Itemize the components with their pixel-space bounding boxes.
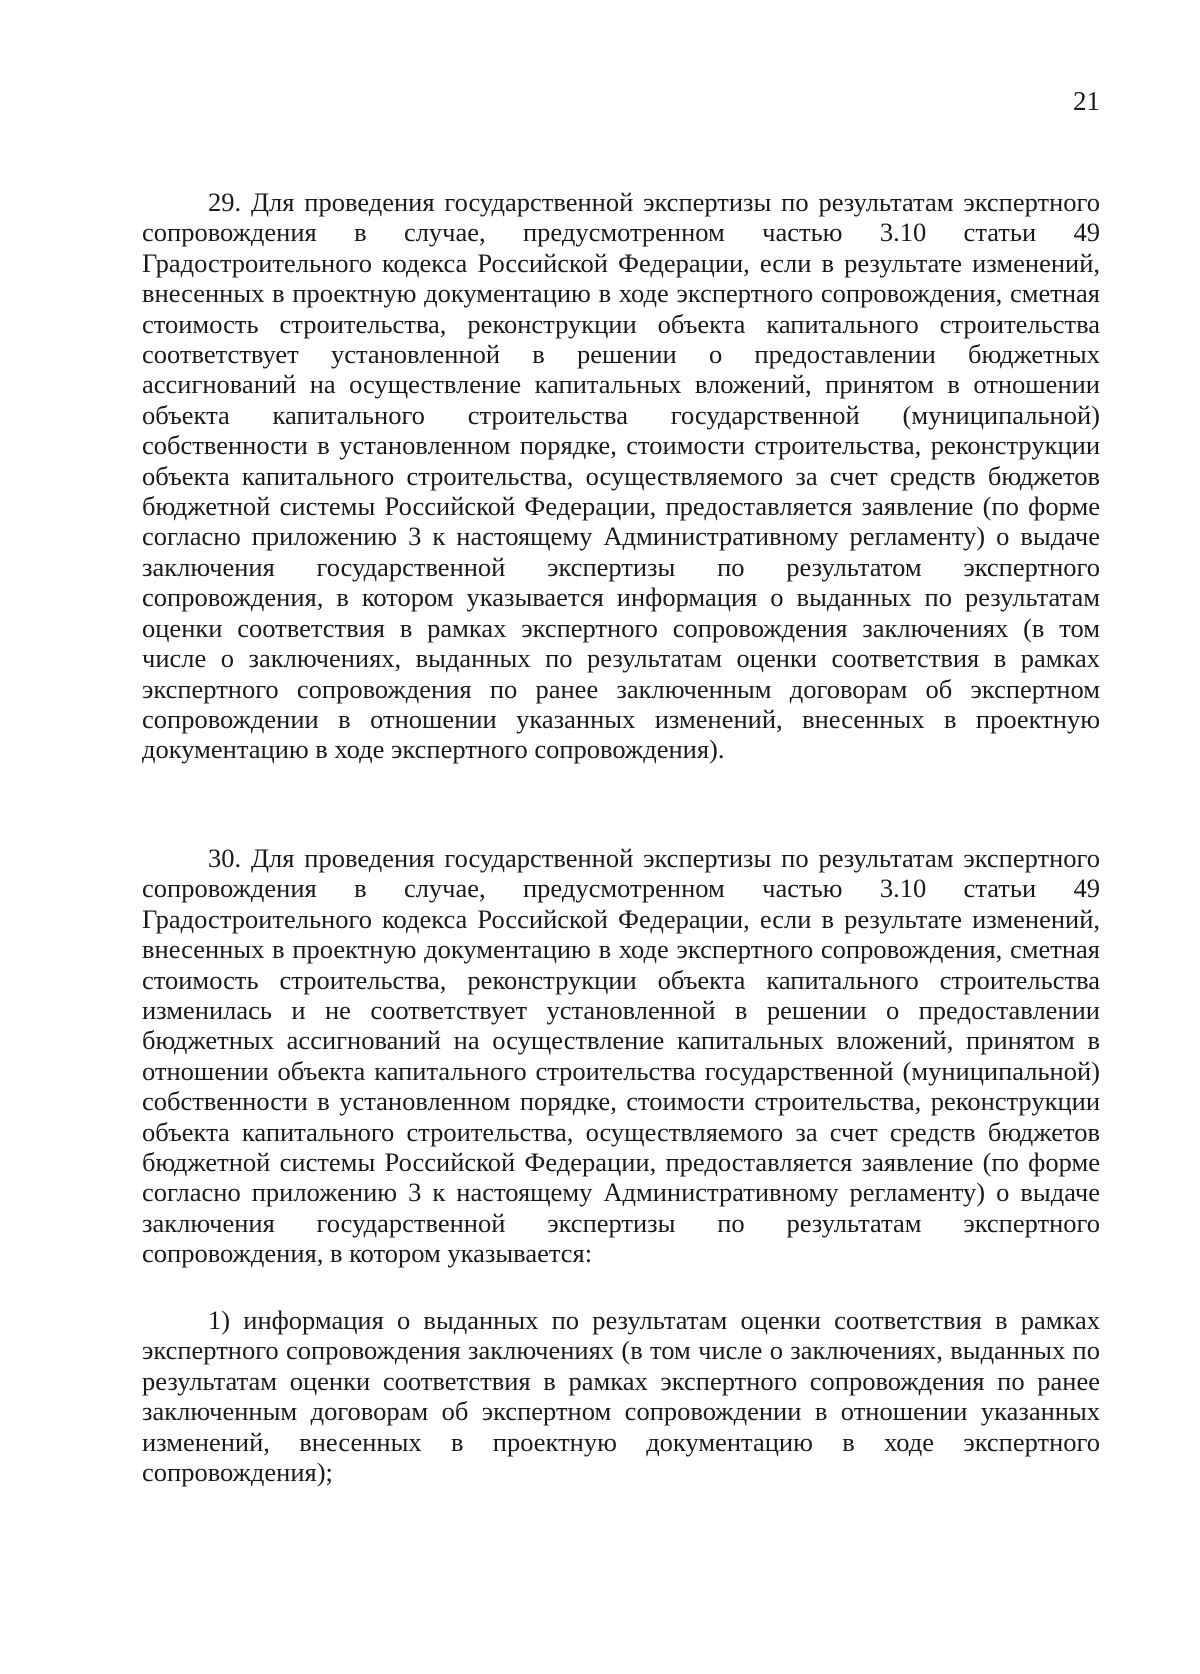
paragraph-30-item-1: 1) информация о выданных по результатам оценки соответствия в рамках экспертного сопровождения заключениях (в том числе о заключениях, выданных по результатам оценки соответствия в рамках экспертного сопровождения по ранее заключенным договорам об экспертном сопровождении в отношении указанных изменений, внесенных в проектную документацию в ходе экспертного сопровождения);	[142, 1305, 1100, 1488]
paragraph-29: 29. Для проведения государственной экспертизы по результатам экспертного сопровождения в случае, предусмотренном частью 3.10 статьи 49 Градостроительного кодекса Российской Федерации, если в результате изменений, внесенных в проектную документацию в ходе экспертного сопровождения, сметная стоимость строительства, реконструкции объекта капитального строительства соответствует установленной в решении о предоставлении бюджетных ассигнований на осуществление капитальных вложений, принятом в отношении объекта капитального строительства государственной (муниципальной) собственности в установленном порядке, стоимости строительства, реконструкции объекта капитального строительства, осуществляемого за счет средств бюджетов бюджетной системы Российской Федерации, предоставляется заявление (по форме согласно приложению 3 к настоящему Административному регламенту) о выдаче заключения государственной экспертизы по результатом экспертного сопровождения, в котором указывается информация о выданных по результатам оценки соответствия в рамках экспертного сопровождения заключениях (в том числе о заключениях, выданных по результатам оценки соответствия в рамках экспертного сопровождения по ранее заключенным договорам об экспертном сопровождении в отношении указанных изменений, внесенных в проектную документацию в ходе экспертного сопровождения).	[142, 187, 1100, 765]
paragraph-30: 30. Для проведения государственной экспертизы по результатам экспертного сопровождения в случае, предусмотренном частью 3.10 статьи 49 Градостроительного кодекса Российской Федерации, если в результате изменений, внесенных в проектную документацию в ходе экспертного сопровождения, сметная стоимость строительства, реконструкции объекта капитального строительства изменилась и не соответствует установленной в решении о предоставлении бюджетных ассигнований на осуществление капитальных вложений, принятом в отношении объекта капитального строительства государственной (муниципальной) собственности в установленном порядке, стоимости строительства, реконструкции объекта капитального строительства, осуществляемого за счет средств бюджетов бюджетной системы Российской Федерации, предоставляется заявление (по форме согласно приложению 3 к настоящему Административному регламенту) о выдаче заключения государственной экспертизы по результатам экспертного сопровождения, в котором указывается:	[142, 843, 1100, 1269]
page-number: 21	[1073, 86, 1100, 116]
